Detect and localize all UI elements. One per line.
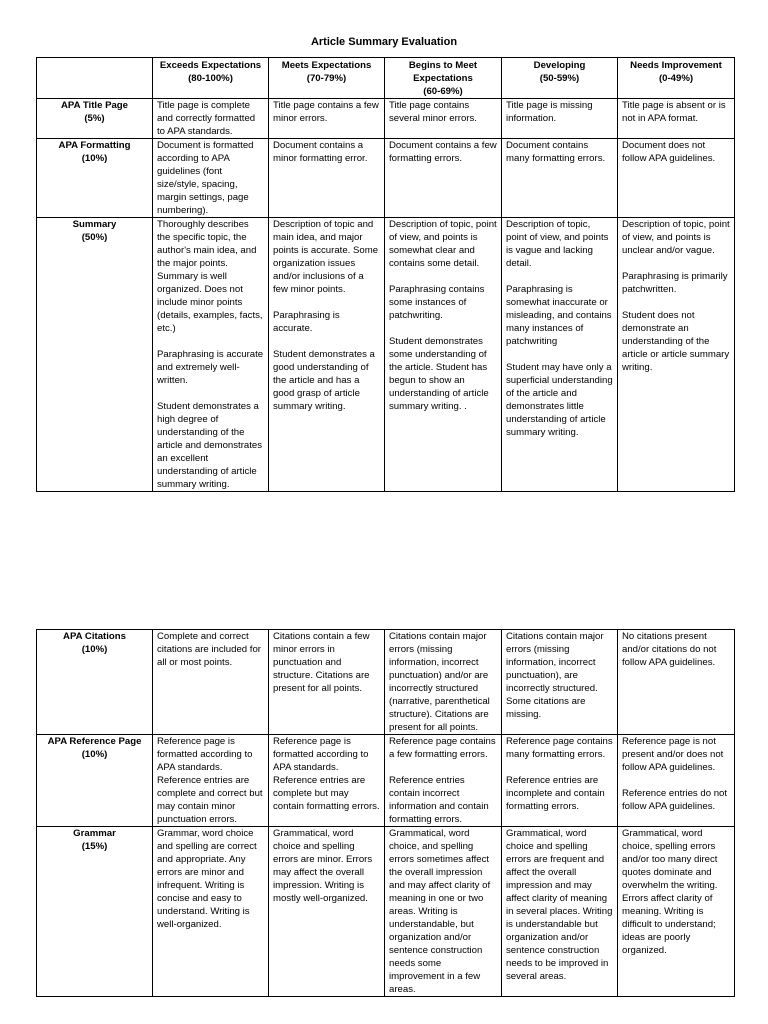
criterion-name: APA Citations [63,631,126,642]
cell-paragraph: Reference page is not present and/or does not follow APA guidelines. [622,736,724,773]
cell-paragraph: Grammar, word choice and spelling are correct and appropriate. Any errors are minor and infrequent. Writing is concise and easy to understand. Writing is well-organized. [157,828,257,930]
rubric-cell-needs-improvement [618,218,735,492]
cell-paragraph: Title page is complete and correctly formatted to APA standards. [157,100,256,137]
rubric-cell-developing [502,139,618,218]
cell-paragraph: Title page contains several minor errors. [389,100,477,124]
cell-paragraph: Document contains a few formatting errors. [389,140,497,164]
criterion-cell [37,630,153,735]
rubric-cell-exceeds [153,218,269,492]
criterion-name: APA Title Page [61,100,128,111]
rubric-cell-needs-improvement [618,139,735,218]
criterion-weight: (10%) [81,644,108,655]
criterion-name: APA Formatting [58,140,131,151]
criterion-cell [37,827,153,997]
cell-paragraph: Paraphrasing is accurate. [273,310,340,334]
cell-paragraph: Description of topic, point of view, and points is vague and lacking detail. [506,219,609,269]
rubric-cell-developing [502,218,618,492]
criterion-cell [37,218,153,492]
cell-paragraph: Reference page contains many formatting errors. [506,736,613,760]
header-meets: Meets Expectations (70-79%) [269,58,385,99]
cell-paragraph: Citations contain major errors (missing information, incorrect punctuation), are incorrectly structured. Some citations are missing. [506,631,604,720]
cell-paragraph: Title page is absent or is not in APA format. [622,100,726,124]
rubric-cell-begins [385,139,502,218]
rubric-cell-exceeds [153,630,269,735]
rubric-cell-meets [269,735,385,827]
cell-paragraph: Reference page contains a few formatting errors. [389,736,496,760]
rubric-cell-meets [269,218,385,492]
rubric-cell-begins [385,218,502,492]
criterion-weight: (10%) [81,153,108,164]
cell-paragraph: Description of topic, point of view, and points is somewhat clear and contains some detail. [389,219,497,269]
rubric-table-bottom [36,629,735,997]
cell-paragraph: Grammatical, word choice, spelling errors and/or too many direct quotes dominate and overwhelm the writing. Errors affect clarity of meaning. Writing is difficult to understand; ideas are poorly organized. [622,828,718,956]
cell-paragraph: Document does not follow APA guidelines. [622,140,716,164]
rubric-cell-meets [269,139,385,218]
cell-paragraph: Title page is missing information. [506,100,593,124]
rubric-table-top [36,57,735,492]
criterion-weight: (50%) [81,232,108,243]
rubric-cell-exceeds [153,827,269,997]
rubric-cell-begins [385,827,502,997]
cell-paragraph: Citations contain a few minor errors in punctuation and structure. Citations are present for all points. [273,631,370,694]
cell-paragraph: Paraphrasing is primarily patchwritten. [622,271,728,295]
criterion-name: Grammar [73,828,116,839]
cell-paragraph: Document contains many formatting errors. [506,140,606,164]
rubric-header-row [37,58,735,99]
criterion-weight: (10%) [81,749,108,760]
cell-paragraph: Citations contain major errors (missing information, incorrect punctuation) and/or are incorrectly structured (narrative, parenthetical structure). Citations are present for all points. [389,631,490,733]
rubric-cell-needs-improvement [618,630,735,735]
rubric-cell-begins [385,630,502,735]
rubric-cell-meets [269,827,385,997]
rubric-cell-exceeds [153,735,269,827]
rubric-cell-meets [269,630,385,735]
cell-paragraph: Grammatical, word choice, and spelling errors sometimes affect the overall impression and may affect clarity of meaning in one or two areas. Writing is understandable, but organization and/or sentence construction needs some improvement in a few areas. [389,828,491,995]
criterion-name: Summary [72,219,117,230]
rubric-cell-developing [502,827,618,997]
cell-paragraph: Student demonstrates a good understanding of the article and has a good grasp of article summary writing. [273,349,375,412]
cell-paragraph: No citations present and/or citations do not follow APA guidelines. [622,631,717,668]
cell-paragraph: Student may have only a superficial understanding of the article and demonstrates little understanding of article summary writing. [506,362,613,438]
cell-paragraph: Paraphrasing contains some instances of patchwriting. [389,284,485,321]
cell-paragraph: Paraphrasing is accurate and extremely well-written. [157,349,264,386]
header-exceeds: Exceeds Expectations (80-100%) [153,58,269,99]
header-needs-improvement: Needs Improvement (0-49%) [618,58,735,99]
header-begins: Begins to Meet Expectations (60-69%) [385,58,502,99]
table-row [37,99,735,139]
cell-paragraph: Paraphrasing is somewhat inaccurate or misleading, and contains many instances of patchwriting [506,284,612,347]
criterion-cell [37,735,153,827]
table-row [37,735,735,827]
criterion-weight: (5%) [84,113,105,124]
cell-paragraph: Reference page is formatted according to APA standards. Reference entries are complete and correct but may contain minor punctuation errors. [157,736,263,825]
criterion-cell [37,139,153,218]
header-developing: Developing (50-59%) [502,58,618,99]
cell-paragraph: Grammatical, word choice and spelling errors are minor. Errors may affect the overall impression. Writing is mostly well-organized. [273,828,373,904]
cell-paragraph: Student demonstrates some understanding of the article. Student has begun to show an understanding of article summary writing. . [389,336,489,412]
criterion-weight: (15%) [81,841,108,852]
cell-paragraph: Reference entries contain incorrect information and contain formatting errors. [389,775,489,825]
rubric-cell-exceeds [153,99,269,139]
rubric-cell-meets [269,99,385,139]
rubric-cell-begins [385,99,502,139]
cell-paragraph: Reference page is formatted according to APA standards. Reference entries are complete but may contain formatting errors. [273,736,380,812]
rubric-cell-developing [502,99,618,139]
rubric-body-top [37,99,735,492]
rubric-cell-exceeds [153,139,269,218]
cell-paragraph: Reference entries do not follow APA guidelines. [622,788,728,812]
cell-paragraph: Description of topic, point of view, and points is unclear and/or vague. [622,219,730,256]
rubric-cell-needs-improvement [618,99,735,139]
table-row [37,218,735,492]
rubric-body-bottom [37,630,735,997]
rubric-cell-developing [502,735,618,827]
rubric-cell-developing [502,630,618,735]
cell-paragraph: Document contains a minor formatting error. [273,140,368,164]
cell-paragraph: Student demonstrates a high degree of understanding of the article and demonstrates an excellent understanding of article summary writing. [157,401,263,490]
rubric-cell-needs-improvement [618,827,735,997]
criterion-name: APA Reference Page [47,736,142,747]
cell-paragraph: Document is formatted according to APA guidelines (font size/style, spacing, margin settings, page numbering). [157,140,254,216]
header-blank-cell [37,58,153,99]
document-title: Article Summary Evaluation [310,36,458,48]
criterion-cell [37,99,153,139]
cell-paragraph: Grammatical, word choice and spelling errors are frequent and affect the overall impression and may affect clarity of meaning in several places. Writing is understandable but organization and/or sentence construction needs to be improved in several areas. [506,828,613,982]
cell-paragraph: Student does not demonstrate an understanding of the article or article summary writing. [622,310,730,373]
cell-paragraph: Description of topic and main idea, and major points is accurate. Some organization issues and/or inclusions of a few minor points. [273,219,379,295]
cell-paragraph: Reference entries are incomplete and contain formatting errors. [506,775,605,812]
cell-paragraph: Complete and correct citations are included for all or most points. [157,631,261,668]
table-row [37,827,735,997]
rubric-cell-begins [385,735,502,827]
table-row [37,630,735,735]
rubric-cell-needs-improvement [618,735,735,827]
cell-paragraph: Title page contains a few minor errors. [273,100,379,124]
cell-paragraph: Thoroughly describes the specific topic, the author's main idea, and the major points. Summary is well organized. Does not include minor points (details, examples, facts, etc.) [157,219,263,334]
table-row [37,139,735,218]
